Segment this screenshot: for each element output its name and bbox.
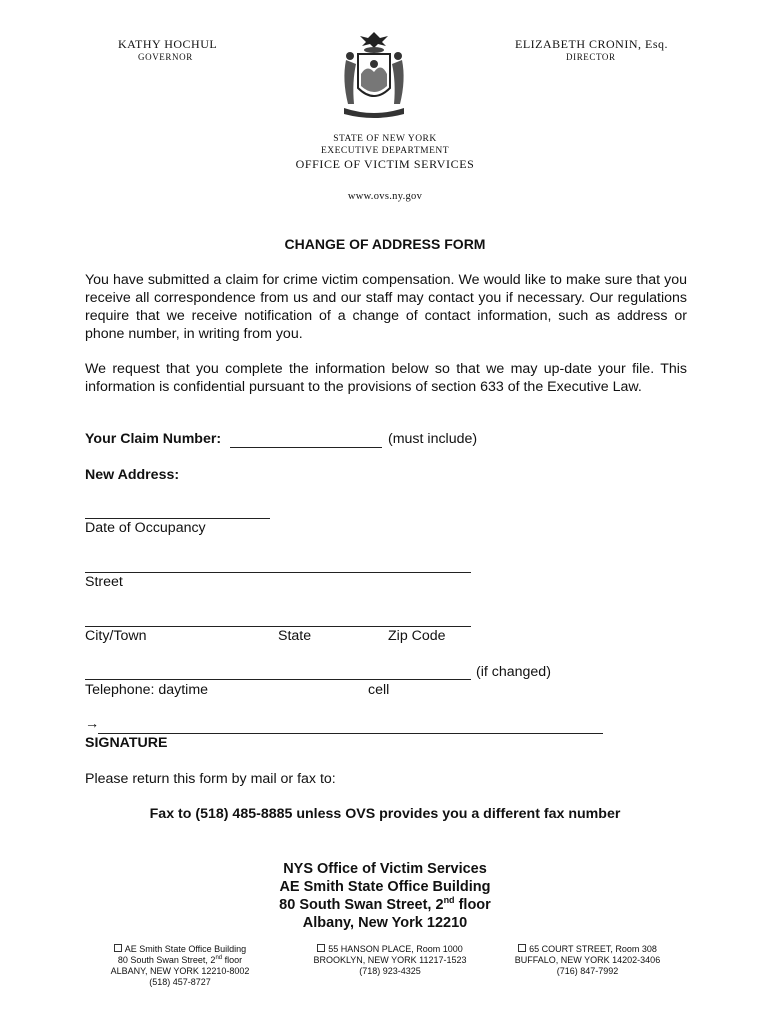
new-address-label: New Address:: [85, 467, 180, 483]
mailing-address-line2: AE Smith State Office Building: [279, 879, 491, 895]
checkbox-icon: [114, 944, 122, 952]
state-seal-icon: [334, 30, 414, 122]
form-title: CHANGE OF ADDRESS FORM: [284, 236, 486, 252]
checkbox-icon: [317, 944, 325, 952]
date-of-occupancy-field[interactable]: [85, 518, 270, 519]
city-state-zip-field[interactable]: [85, 626, 471, 627]
phone-note: (if changed): [476, 664, 551, 680]
website-link[interactable]: www.ovs.ny.gov: [347, 191, 423, 202]
director-name: ELIZABETH CRONIN, Esq.: [515, 37, 668, 51]
phone-daytime-label: Telephone: daytime: [85, 682, 209, 698]
office-brooklyn: 55 HANSON PLACE, Room 1000 BROOKLYN, NEW YORK 11217-1523 (718) 923-4325: [313, 944, 467, 976]
request-paragraph: We request that you complete the information below so that we may up-date your file. This information is confidential pursuant to the provisions of section 633 of the Executive Law.: [85, 361, 687, 395]
office-albany: AE Smith State Office Building 80 South Swan Street, 2nd floor ALBANY, NEW YORK 12210-8002 (518) 457-8727: [110, 944, 250, 987]
governor-name: KATHY HOCHUL: [118, 37, 218, 51]
return-instruction: Please return this form by mail or fax to:: [85, 771, 336, 787]
zip-label: Zip Code: [388, 628, 446, 644]
fax-instruction: Fax to (518) 485-8885 unless OVS provides you a different fax number: [149, 806, 621, 822]
director-title: DIRECTOR: [566, 52, 616, 62]
mailing-address-line4: Albany, New York 12210: [302, 915, 468, 931]
intro-paragraph: You have submitted a claim for crime victim compensation. We would like to make sure that you receive all correspondence from us and our staff may contact you if necessary. Our regulations require that we receive notification of a change of contact information, such as address or phone number, in writing from you.: [85, 272, 687, 342]
signature-field[interactable]: [98, 733, 603, 734]
claim-number-label: Your Claim Number:: [85, 431, 222, 447]
governor-title: GOVERNOR: [138, 52, 193, 62]
state-label: State: [278, 628, 312, 644]
city-label: City/Town: [85, 628, 147, 644]
checkbox-icon: [518, 944, 526, 952]
claim-number-field[interactable]: [230, 447, 382, 448]
mailing-address-line3: 80 South Swan Street, 2nd floor: [279, 895, 491, 913]
department-name: EXECUTIVE DEPARTMENT: [320, 146, 450, 156]
phone-cell-label: cell: [368, 682, 390, 698]
street-field[interactable]: [85, 572, 471, 573]
signature-label: SIGNATURE: [85, 735, 168, 751]
state-name: STATE OF NEW YORK: [333, 134, 437, 144]
signature-arrow-icon: →: [85, 716, 100, 732]
claim-number-note: (must include): [388, 431, 478, 447]
office-buffalo: 65 COURT STREET, Room 308 BUFFALO, NEW YORK 14202-3406 (716) 847-7992: [514, 944, 661, 976]
office-name: OFFICE OF VICTIM SERVICES: [295, 157, 475, 171]
date-of-occupancy-label: Date of Occupancy: [85, 520, 206, 536]
mailing-address-line1: NYS Office of Victim Services: [283, 861, 487, 877]
mailing-address: [0, 860, 770, 932]
street-label: Street: [85, 574, 123, 590]
telephone-field[interactable]: [85, 679, 471, 680]
